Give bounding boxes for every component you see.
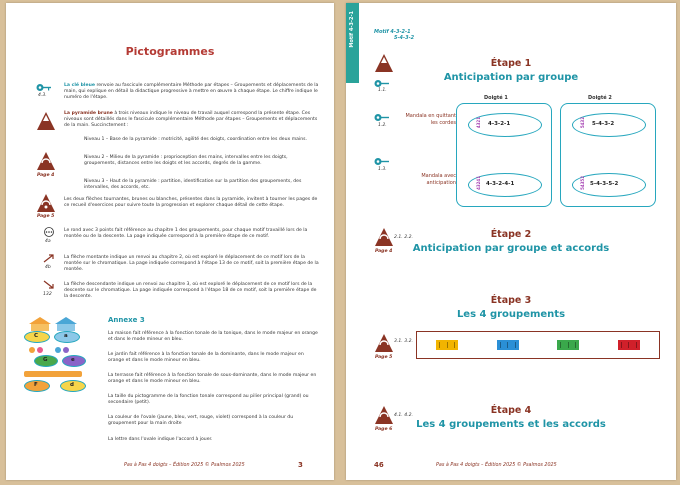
paragraph-key <box>64 83 319 101</box>
step4-title: Étape 4 <box>490 405 532 416</box>
cell-4-label: 5-4-3-5-2 <box>590 181 619 187</box>
page-number: 3 <box>298 461 303 469</box>
page-number: 46 <box>374 461 384 469</box>
arrow-up-icon <box>42 253 56 263</box>
step1-key2-icon <box>374 113 390 122</box>
step3-page-label: Page 5 <box>375 355 393 360</box>
arrow-down-icon <box>42 280 56 290</box>
pyramid-level-icon <box>36 151 56 171</box>
step4-subtitle: Les 4 groupements et les accords <box>416 419 606 430</box>
key-text: renvoie au fascicule complémentaire Méthode par étapes – Groupements et déplacements de la main, qui explique en détail la didactique progressive à mettre en œuvre à chaque étape. Le chiffre indique le numéro de l'étape. <box>64 83 319 100</box>
cell-3-label: 4-3-2-4-1 <box>486 181 515 187</box>
key-label-1: 1.1. <box>378 88 387 93</box>
groups-box <box>416 331 660 359</box>
key-label-2: 1.2. <box>378 123 387 128</box>
garden-icon <box>26 346 80 354</box>
nav3-label: 132 <box>43 292 52 297</box>
oval-letter-d: d <box>70 382 74 388</box>
fingering-2: 5432 <box>580 117 585 129</box>
pyramid-arrows-icon <box>36 193 56 213</box>
motif-ref-1: Motif 4-3-2-1 <box>374 29 411 35</box>
level-3: Niveau 3 – Haut de la pyramide : partition, identification sur la partition des groupements, des intervalles, des accords, etc. <box>84 179 302 190</box>
step3-title: Étape 3 <box>490 295 532 306</box>
nav2-label: 4b <box>45 265 51 270</box>
fingering-4: 54352 <box>580 176 585 190</box>
step2-page-label: Page 4 <box>375 249 393 254</box>
footer: Pas à Pas 4 doigts – Édition 2025 © Psalmos 2025 <box>124 463 245 468</box>
step4-key-label: 4.1. 4.2. <box>394 413 413 418</box>
fingering-1: 4321 <box>476 117 481 129</box>
annex-4: La taille du pictogramme de la fonction tonale correspond au pilier principal (grand) ou secondaire (petit). <box>108 394 309 405</box>
mandala-label-2: Mandala avec anticipation <box>421 173 456 186</box>
step1-subtitle: Anticipation par groupe <box>443 72 579 83</box>
step2-key-label: 2.1. 2.2. <box>394 235 413 240</box>
fingering-3: 43241 <box>476 176 481 190</box>
paragraph-arrow-down: La flèche descendante indique un renvoi au chapitre 3, où est exploré le déplacement de ce motif lors de la descente sur le chromatique. La page indiquée correspond à l'étape 18 de ce motif, soit la première étape de la descente. <box>64 282 317 299</box>
key-icon <box>36 83 52 92</box>
step2-title: Étape 2 <box>490 229 532 240</box>
paragraph-circle: Le rond avec 3 points fait référence au chapitre 1 des groupements, pour chaque motif travaillé lors de la montée ou de la descente. La page indiquée correspond à la première étape de ce motif. <box>64 228 308 239</box>
key-label: 4.3. <box>38 93 47 98</box>
annex-6: La lettre dans l'ovale indique l'accord à jouer. <box>108 437 213 442</box>
cell-2-label: 5-4-3-2 <box>592 121 615 127</box>
annex-3: La terrasse fait référence à la fonction tonale de sous-dominante, dans le mode majeur en orange et dans le mode mineur en bleu. <box>108 373 317 384</box>
motif-sidebar <box>346 3 359 83</box>
annex-title: Annexe 3 <box>108 316 145 324</box>
motif-ref-2: 5-4-3-2 <box>394 35 415 41</box>
level-1: Niveau 1 – Base de la pyramide : motricité, agilité des doigts, coordination entre les deux mains. <box>84 137 308 142</box>
page5-label: Page 5 <box>37 214 55 219</box>
step3-subtitle: Les 4 groupements <box>456 309 566 320</box>
key-label-3: 1.3. <box>378 167 387 172</box>
step3-key-label: 3.1. 3.2. <box>394 339 413 344</box>
pyramid-icon <box>36 111 56 131</box>
cell-1-label: 4-3-2-1 <box>488 121 511 127</box>
group-yellow <box>436 340 458 350</box>
footer: Pas à Pas 4 doigts – Édition 2025 © Psalmos 2025 <box>436 463 557 468</box>
step2-subtitle: Anticipation par groupe et accords <box>412 243 610 254</box>
house-icon <box>28 316 52 332</box>
paragraph-arrow-up: La flèche montante indique un renvoi au chapitre 2, où est exploré le déplacement de ce motif lors de la montée sur le chromatique. La page indiquée correspond à l'étape 13 de ce motif, soit la première étape de la montée. <box>64 255 319 272</box>
sidebar-label: Motif 4-3-2-1 <box>349 11 355 48</box>
oval-letter-a: a <box>64 333 68 339</box>
oval-letter-c: C <box>34 333 39 339</box>
page-title: Pictogrammes <box>125 45 215 58</box>
doigte1-label: Doigté 1 <box>484 95 508 101</box>
paragraph-arrows: Les deux flèches tournantes, brunes ou blanches, présentes dans la pyramide, invitent à tourner les pages de ce recueil d'exercices pour suivre toute la progression et explorer chaque détail de cette étape. <box>64 197 318 208</box>
pyramid-heading: La pyramide brune <box>64 111 113 116</box>
nav1-label: 4a <box>45 239 51 244</box>
left-page <box>6 3 334 480</box>
mandala-label-1: Mandala en quittant les cordes <box>405 113 456 126</box>
step1-title: Étape 1 <box>490 58 532 69</box>
house-blue-icon <box>54 316 78 332</box>
circle-dots-icon <box>42 227 56 237</box>
annex-2: Le jardin fait référence à la fonction tonale de la dominante, dans le mode majeur en orange et dans le mode mineur en bleu. <box>108 352 304 363</box>
terrace-icon <box>24 371 82 377</box>
paragraph-pyramid <box>64 111 319 129</box>
level-2: Niveau 2 – Milieu de la pyramide : proprioception des mains, intervalles entre les doigts, groupements, distances entre les doigts et les accords, degrés de la gamme. <box>84 155 288 166</box>
group-green <box>557 340 579 350</box>
page4-label: Page 4 <box>37 173 55 178</box>
annex-1: La maison fait référence à la fonction tonale de la tonique, dans le mode majeur en orange et dans le mode mineur en bleu. <box>108 331 318 342</box>
annex-5: La couleur de l'ovale (jaune, bleu, vert, rouge, violet) correspond à la couleur du groupement pour la main droite <box>108 415 294 426</box>
oval-letter-g: G <box>43 357 48 363</box>
group-blue <box>497 340 519 350</box>
step1-key3-icon <box>374 157 390 166</box>
oval-letter-e: e <box>71 357 75 363</box>
oval-letter-f: F <box>34 382 38 388</box>
key-heading: La clé bleue <box>64 83 96 88</box>
right-page <box>346 3 676 480</box>
group-red <box>618 340 640 350</box>
pyramid-text: à trois niveaux indique le niveau de travail auquel correspond la présente étape. Ces niveaux sont détaillés dans le fascicule complémentaire Méthode par étapes – Groupements et déplacements de la main. Succinctement : <box>64 111 318 128</box>
doigte2-label: Doigté 2 <box>588 95 612 101</box>
step3-pyramid-icon <box>374 333 394 353</box>
step4-page-label: Page 6 <box>375 427 393 432</box>
